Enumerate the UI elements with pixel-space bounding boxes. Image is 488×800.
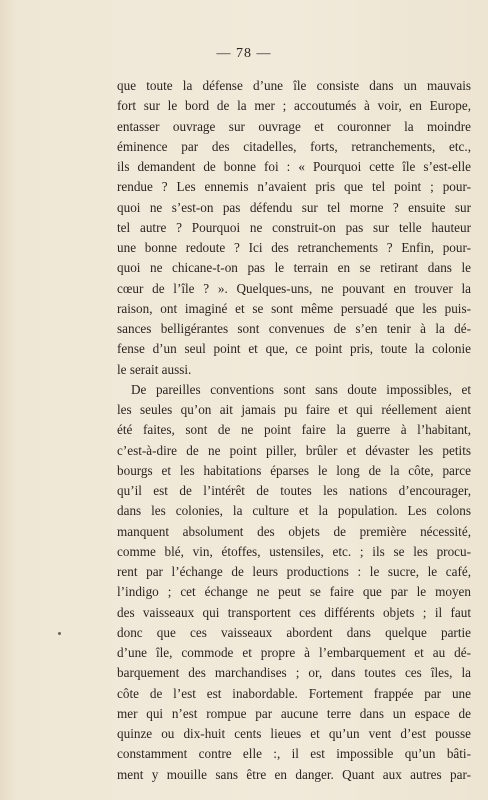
text-line: raison, ont imaginé et se sont même persuadé que les puis- <box>117 300 471 316</box>
text-line: d’une île, commode et propre à l’embarquement et au dé- <box>117 645 471 660</box>
text-line: donc que ces vaisseaux abordent dans quelque partie <box>117 624 471 640</box>
text-line: l’indigo ; cet échange ne peut se faire que par le moyen <box>117 584 471 600</box>
text-line: qu’il est de l’intérêt de toutes les nations d’encourager, <box>117 483 471 498</box>
text-line: barquement des marchandises ; or, dans toutes ces îles, la <box>117 665 471 681</box>
text-line: côte de l’est est inabordable. Fortement frappée par une <box>117 685 471 701</box>
text-line: bourgs et les habitations éparses le long de la côte, parce <box>117 462 471 478</box>
text-line: quoi ne chicane-t-on pas le terrain en se retirant dans le <box>117 260 471 276</box>
text-line: été faites, sont de ne point faire la guerre à l’habitant, <box>117 422 471 438</box>
margin-speck <box>58 632 61 635</box>
text-line: le serait aussi. <box>117 361 192 377</box>
text-line: quinze ou dix-huit cents lieues et qu’un vent d’est pousse <box>117 726 471 741</box>
text-line: dans les colonies, la culture et la population. Les colons <box>117 503 471 519</box>
text-line: quoi ne s’est-on pas défendu sur tel morne ? ensuite sur <box>117 199 471 215</box>
text-line: tel autre ? Pourquoi ne construit-on pas sur telle hauteur <box>117 219 471 235</box>
paragraph-1 <box>117 76 471 380</box>
text-line: rendue ? Les ennemis n’avaient pris que tel point ; pour- <box>117 179 471 195</box>
text-line: une bonne redoute ? Ici des retranchements ? Enfin, pour- <box>117 240 471 255</box>
text-line: cœur de l’île ? ». Quelques-uns, ne pouvant en trouver la <box>117 280 471 296</box>
text-line: De pareilles conventions sont sans doute impossibles, et <box>131 381 471 397</box>
text-line: ils demandent de bonne foi : « Pourquoi cette île s’est-elle <box>117 159 471 174</box>
text-line: constamment contre elle :, il est impossible qu’un bâti- <box>117 746 471 762</box>
text-line: c’est-à-dire de ne point piller, brûler et dévaster les petits <box>117 442 471 458</box>
paragraph-2 <box>117 380 471 785</box>
text-line: les seules qu’on ait jamais pu faire et qui réellement aient <box>117 402 471 417</box>
text-line: éminence par des citadelles, forts, retranchements, etc., <box>117 138 471 154</box>
text-line: mer qui n’est rompue par aucune terre dans un espace de <box>117 705 471 721</box>
text-line: des vaisseaux qui transportent ces différents objets ; il faut <box>117 604 471 620</box>
text-line: fort sur le bord de la mer ; accoutumés à voir, en Europe, <box>117 98 471 114</box>
text-line: sances belligérantes sont convenues de s’en tenir à la dé- <box>117 321 471 336</box>
text-line: ment y mouille sans être en danger. Quant aux autres par- <box>117 766 471 782</box>
text-line: comme blé, vin, étoffes, ustensiles, etc. ; ils se les procu- <box>117 543 471 559</box>
body-text <box>117 76 471 785</box>
text-line: fense d’un seul point et que, ce point pris, toute la colonie <box>117 341 471 357</box>
text-line: rent par l’échange de leurs productions : le sucre, le café, <box>117 564 471 579</box>
text-line: entasser ouvrage sur ouvrage et couronner la moindre <box>117 118 471 134</box>
text-line: manquent absolument des objets de première nécessité, <box>117 523 471 539</box>
page-number: — 78 — <box>216 46 272 61</box>
text-line: que toute la défense d’une île consiste dans un mauvais <box>117 78 471 93</box>
